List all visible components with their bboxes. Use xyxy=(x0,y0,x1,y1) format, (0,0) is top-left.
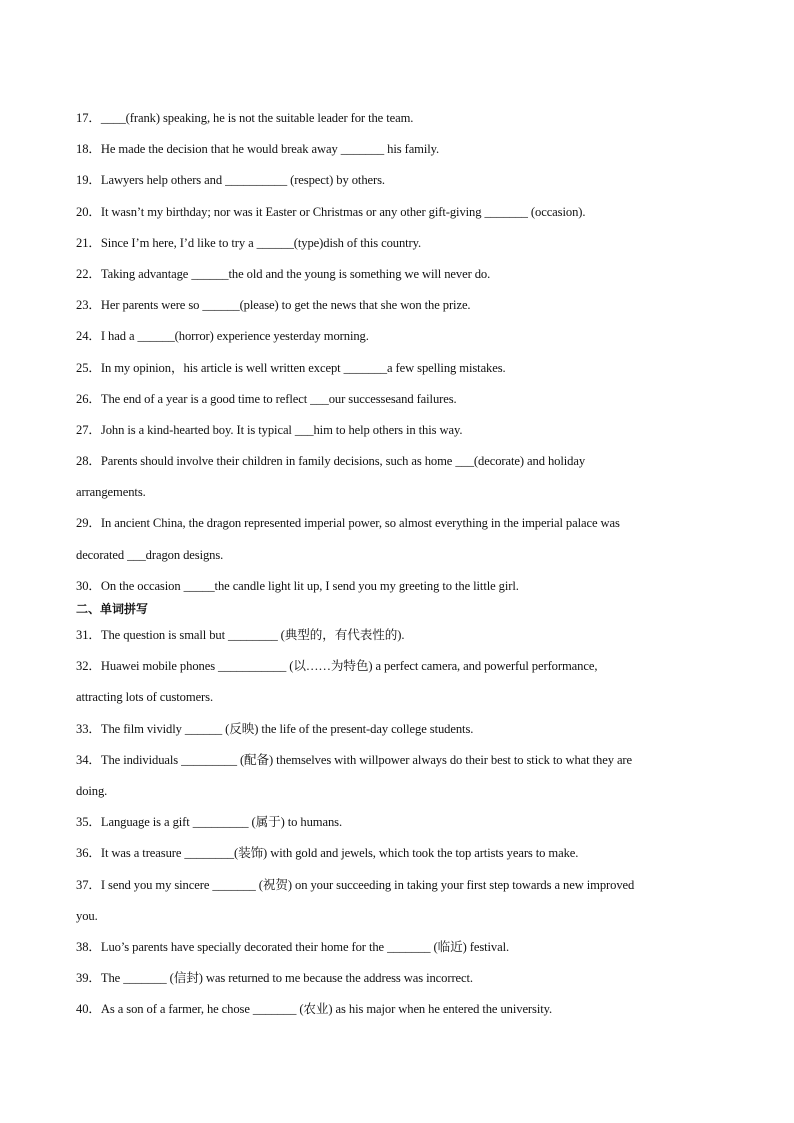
question-31: 31．The question is small but ________ (典型的，有代表性的). xyxy=(76,628,405,642)
question-20: 20．It wasn’t my birthday; nor was it Easter or Christmas or any other gift-giving _______ (occasion). xyxy=(76,204,586,219)
question-27: 27．John is a kind-hearted boy. It is typical ___him to help others in this way. xyxy=(76,422,463,437)
question-39: 39．The _______ (信封) was returned to me because the address was incorrect. xyxy=(76,971,473,986)
question-21: 21．Since I’m here, I’d like to try a ______(type)dish of this country. xyxy=(76,235,422,250)
question-32: 32．Huawei mobile phones ___________ (以……为特色) a perfect camera, and powerful performance, xyxy=(76,659,598,674)
question-25: 25．In my opinion，his article is well written except _______a few spelling mistakes. xyxy=(76,360,506,375)
question-24: 24．I had a ______(horror) experience yesterday morning. xyxy=(76,329,369,344)
question-18: 18．He made the decision that he would break away _______ his family. xyxy=(76,142,440,157)
question-19: 19．Lawyers help others and __________ (respect) by others. xyxy=(76,173,385,188)
question-29-continued: decorated ___dragon designs. xyxy=(76,547,224,562)
question-40: 40．As a son of a farmer, he chose _______ (农业) as his major when he entered the university. xyxy=(76,1002,553,1017)
question-34-continued: doing. xyxy=(76,783,108,798)
question-32-continued: attracting lots of customers. xyxy=(76,690,213,705)
question-28: 28．Parents should involve their children in family decisions, such as home ___(decorate) and holiday xyxy=(76,454,586,469)
question-28-continued: arrangements. xyxy=(76,485,146,500)
question-35: 35．Language is a gift _________ (属于) to humans. xyxy=(76,815,343,830)
question-37-continued: you. xyxy=(76,908,98,923)
question-17: 17．____(frank) speaking, he is not the suitable leader for the team. xyxy=(76,111,414,125)
question-38: 38．Luo’s parents have specially decorated their home for the _______ (临近) festival. xyxy=(76,939,510,954)
question-22: 22．Taking advantage ______the old and the young is something we will never do. xyxy=(76,266,491,281)
question-34: 34．The individuals _________ (配备) themselves with willpower always do their best to stick to what they are xyxy=(76,752,633,767)
section-heading: 二、单词拼写 xyxy=(76,602,149,616)
question-29: 29．In ancient China, the dragon represented imperial power, so almost everything in the imperial palace was xyxy=(76,516,620,531)
question-26: 26．The end of a year is a good time to reflect ___our successesand failures. xyxy=(76,391,457,406)
question-30: 30．On the occasion _____the candle light lit up, I send you my greeting to the little girl. xyxy=(76,578,519,593)
worksheet-content xyxy=(76,103,716,1025)
question-33: 33．The film vividly ______ (反映) the life of the present-day college students. xyxy=(76,721,474,736)
question-23: 23．Her parents were so ______(please) to get the news that she won the prize. xyxy=(76,298,471,313)
question-37: 37．I send you my sincere _______ (祝贺) on your succeeding in taking your first step towards a new improved xyxy=(76,877,635,892)
question-36: 36．It was a treasure ________(装饰) with gold and jewels, which took the top artists years to make. xyxy=(76,846,579,861)
